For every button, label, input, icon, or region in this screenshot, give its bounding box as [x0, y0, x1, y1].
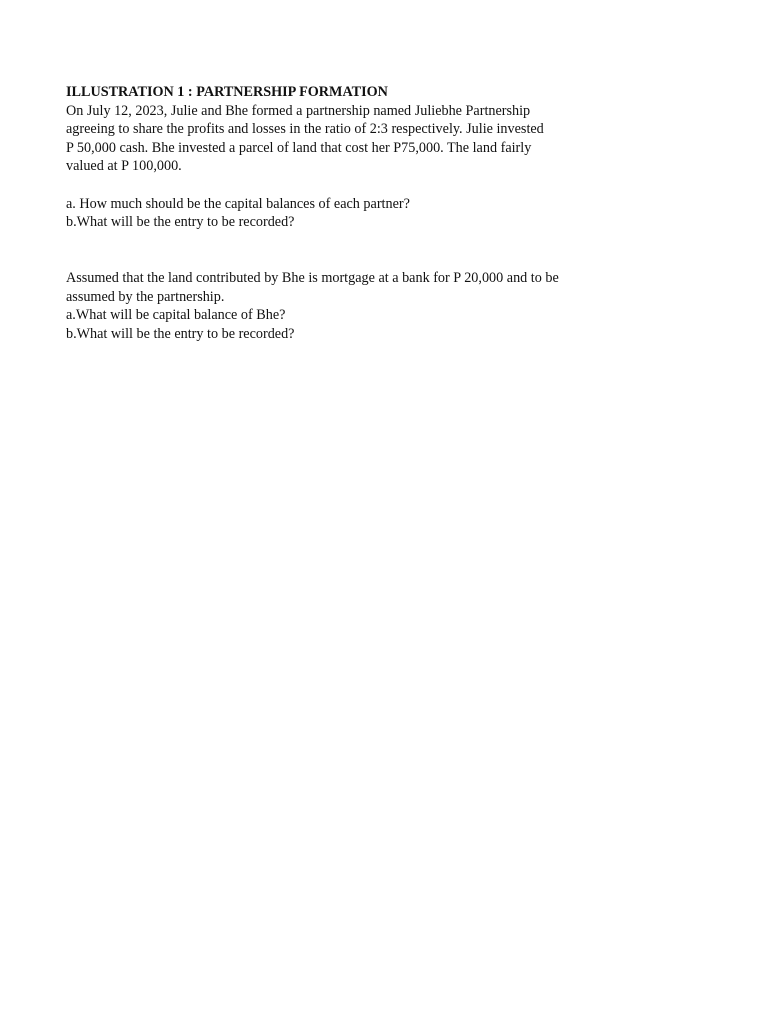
- question-list-1: [66, 195, 626, 232]
- question-list-2: [66, 306, 626, 343]
- assumption-line: Assumed that the land contributed by Bhe is mortgage at a bank for P 20,000 and to be: [66, 269, 559, 286]
- intro-line: valued at P 100,000.: [66, 158, 182, 175]
- intro-line: P 50,000 cash. Bhe invested a parcel of land that cost her P75,000. The land fairly: [66, 139, 532, 156]
- intro-paragraph: [66, 102, 626, 176]
- intro-line: agreeing to share the profits and losses in the ratio of 2:3 respectively. Julie invested: [66, 121, 544, 138]
- spacer: [66, 232, 626, 269]
- question-item: b.What will be the entry to be recorded?: [66, 214, 295, 231]
- document-page: [66, 83, 626, 343]
- question-item: a. How much should be the capital balances of each partner?: [66, 195, 410, 212]
- question-item: b.What will be the entry to be recorded?: [66, 325, 295, 342]
- intro-line: On July 12, 2023, Julie and Bhe formed a partnership named Juliebhe Partnership: [66, 102, 531, 119]
- question-item: a.What will be capital balance of Bhe?: [66, 307, 286, 324]
- page-title: ILLUSTRATION 1 : PARTNERSHIP FORMATION: [66, 84, 388, 100]
- spacer: [66, 176, 626, 195]
- assumption-paragraph: [66, 269, 626, 306]
- assumption-line: assumed by the partnership.: [66, 288, 225, 305]
